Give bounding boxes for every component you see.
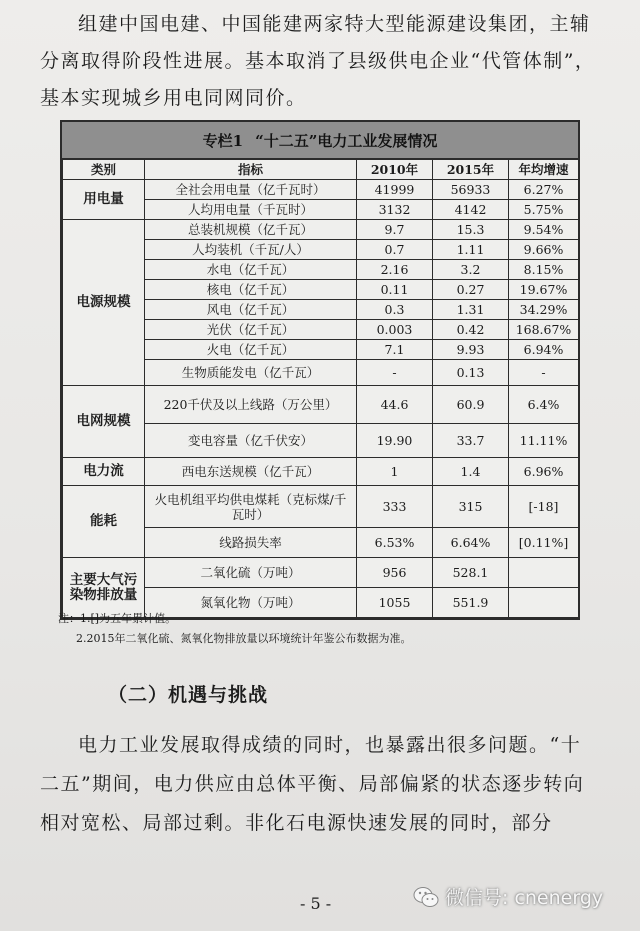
table-row (63, 180, 579, 200)
value-2015-cell: 60.9 (433, 386, 509, 424)
note-2: 2.2015年二氧化硫、氮氧化物排放量以环境统计年鉴公布数据为准。 (76, 632, 412, 645)
table-body (63, 180, 579, 618)
header-category: 类别 (63, 160, 145, 180)
intro-paragraph: 组建中国电建、中国能建两家特大型能源建设集团，主辅分离取得阶段性进展。基本取消了县级供电企业“代管体制”，基本实现城乡用电同网同价。 (40, 13, 596, 109)
indicator-cell: 生物质能发电（亿千瓦） (145, 360, 357, 386)
category-cell: 电网规模 (63, 386, 145, 458)
value-2010-cell: 7.1 (357, 340, 433, 360)
watermark-text: 微信号: cnenergy (445, 887, 604, 909)
growth-cell: 8.15% (509, 260, 579, 280)
category-cell: 用电量 (63, 180, 145, 220)
header-2010: 2010年 (357, 160, 433, 180)
growth-cell: 6.4% (509, 386, 579, 424)
value-2010-cell: 41999 (357, 180, 433, 200)
indicator-cell: 人均用电量（千瓦时） (145, 200, 357, 220)
table-row (63, 558, 579, 588)
value-2015-cell: 315 (433, 486, 509, 528)
header-2015: 2015年 (433, 160, 509, 180)
value-2010-cell: 9.7 (357, 220, 433, 240)
value-2010-cell: 44.6 (357, 386, 433, 424)
indicator-cell: 核电（亿千瓦） (145, 280, 357, 300)
indicator-cell: 变电容量（亿千伏安） (145, 424, 357, 458)
value-2010-cell: 19.90 (357, 424, 433, 458)
table-row (63, 220, 579, 240)
growth-cell: 5.75% (509, 200, 579, 220)
growth-cell: - (509, 360, 579, 386)
category-cell: 电源规模 (63, 220, 145, 386)
value-2010-cell: 6.53% (357, 528, 433, 558)
value-2010-cell: 0.11 (357, 280, 433, 300)
value-2015-cell: 6.64% (433, 528, 509, 558)
page-number: - 5 - (300, 894, 332, 913)
growth-cell: 6.94% (509, 340, 579, 360)
power-industry-table (62, 159, 579, 618)
table-row (63, 386, 579, 424)
table-header-row (63, 160, 579, 180)
value-2015-cell: 33.7 (433, 424, 509, 458)
value-2015-cell: 1.11 (433, 240, 509, 260)
value-2015-cell: 56933 (433, 180, 509, 200)
box-title: “十二五”电力工业发展情况 (255, 131, 438, 150)
value-2015-cell: 1.4 (433, 458, 509, 486)
value-2010-cell: 0.7 (357, 240, 433, 260)
special-column-box (60, 120, 580, 620)
note-1: 注：1.[]为五年累计值。 (58, 612, 177, 625)
indicator-cell: 线路损失率 (145, 528, 357, 558)
value-2010-cell: 333 (357, 486, 433, 528)
table-row (63, 486, 579, 528)
indicator-cell: 火电机组平均供电煤耗（克标煤/千瓦时） (145, 486, 357, 528)
indicator-cell: 西电东送规模（亿千瓦） (145, 458, 357, 486)
value-2010-cell: 3132 (357, 200, 433, 220)
value-2010-cell: 0.3 (357, 300, 433, 320)
indicator-cell: 水电（亿千瓦） (145, 260, 357, 280)
header-indicator: 指标 (145, 160, 357, 180)
value-2010-cell: 0.003 (357, 320, 433, 340)
growth-cell: 6.96% (509, 458, 579, 486)
value-2010-cell: 956 (357, 558, 433, 588)
indicator-cell: 二氧化硫（万吨） (145, 558, 357, 588)
growth-cell: 9.54% (509, 220, 579, 240)
category-cell: 主要大气污染物排放量 (63, 558, 145, 618)
value-2010-cell: 1 (357, 458, 433, 486)
box-title-bar (62, 122, 578, 159)
growth-cell (509, 558, 579, 588)
value-2015-cell: 15.3 (433, 220, 509, 240)
section-heading: （二）机遇与挑战 (108, 684, 269, 706)
growth-cell: [-18] (509, 486, 579, 528)
growth-cell: 168.67% (509, 320, 579, 340)
value-2015-cell: 0.13 (433, 360, 509, 386)
growth-cell: [0.11%] (509, 528, 579, 558)
indicator-cell: 风电（亿千瓦） (145, 300, 357, 320)
value-2015-cell: 528.1 (433, 558, 509, 588)
growth-cell: 9.66% (509, 240, 579, 260)
category-cell: 能耗 (63, 486, 145, 558)
value-2015-cell: 0.27 (433, 280, 509, 300)
value-2010-cell: - (357, 360, 433, 386)
indicator-cell: 全社会用电量（亿千瓦时） (145, 180, 357, 200)
indicator-cell: 220千伏及以上线路（万公里） (145, 386, 357, 424)
header-growth: 年均增速 (509, 160, 579, 180)
value-2015-cell: 0.42 (433, 320, 509, 340)
value-2015-cell: 1.31 (433, 300, 509, 320)
indicator-cell: 氮氧化物（万吨） (145, 588, 357, 618)
value-2015-cell: 4142 (433, 200, 509, 220)
value-2015-cell: 551.9 (433, 588, 509, 618)
growth-cell: 11.11% (509, 424, 579, 458)
indicator-cell: 总装机规模（亿千瓦） (145, 220, 357, 240)
indicator-cell: 人均装机（千瓦/人） (145, 240, 357, 260)
wechat-watermark (413, 883, 603, 910)
table-row (63, 458, 579, 486)
value-2015-cell: 9.93 (433, 340, 509, 360)
value-2010-cell: 2.16 (357, 260, 433, 280)
body-paragraph: 电力工业发展取得成绩的同时，也暴露出很多问题。“十二五”期间，电力供应由总体平衡、局部偏紧的状态逐步转向相对宽松、局部过剩。非化石电源快速发展的同时，部分 (40, 734, 585, 834)
indicator-cell: 光伏（亿千瓦） (145, 320, 357, 340)
box-label: 专栏1 (202, 131, 244, 150)
indicator-cell: 火电（亿千瓦） (145, 340, 357, 360)
category-cell: 电力流 (63, 458, 145, 486)
growth-cell: 6.27% (509, 180, 579, 200)
value-2015-cell: 3.2 (433, 260, 509, 280)
growth-cell: 34.29% (509, 300, 579, 320)
wechat-icon (413, 886, 439, 908)
growth-cell: 19.67% (509, 280, 579, 300)
value-2010-cell: 1055 (357, 588, 433, 618)
table-notes (58, 609, 598, 649)
